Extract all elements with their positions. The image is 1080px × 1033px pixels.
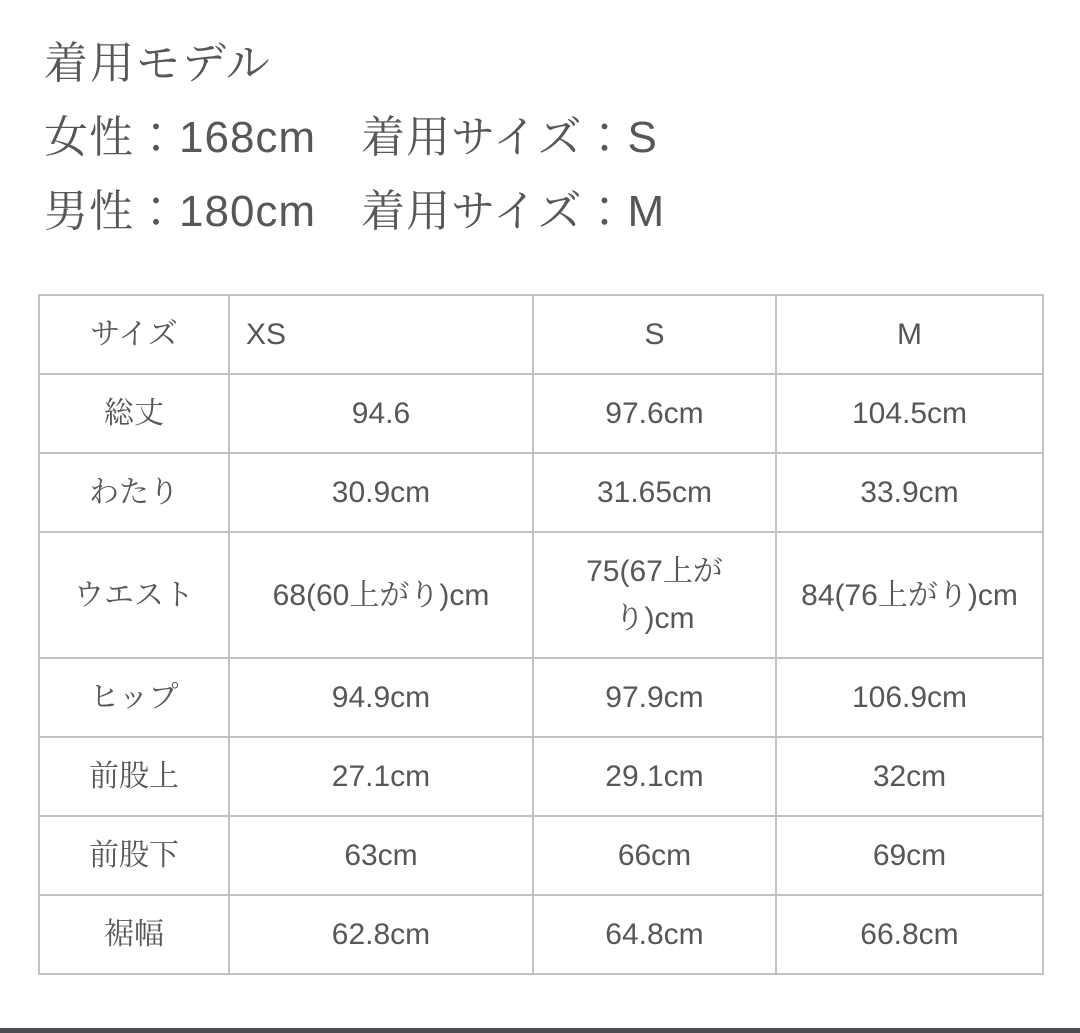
row-label-cell: ヒップ — [39, 658, 229, 737]
table-row — [39, 453, 1043, 532]
size-value-cell: 94.6 — [229, 374, 533, 453]
column-header-m: M — [776, 295, 1043, 374]
row-label-cell: 総丈 — [39, 374, 229, 453]
row-label-cell: 裾幅 — [39, 895, 229, 974]
table-row — [39, 658, 1043, 737]
size-value-cell: 27.1cm — [229, 737, 533, 816]
table-row — [39, 737, 1043, 816]
size-value-cell: 68(60上がり)cm — [229, 532, 533, 658]
model-info-male: 男性：180cm 着用サイズ：M — [44, 187, 666, 236]
size-chart-table — [38, 294, 1044, 975]
size-value-cell: 32cm — [776, 737, 1043, 816]
size-value-cell: 33.9cm — [776, 453, 1043, 532]
size-value-cell: 106.9cm — [776, 658, 1043, 737]
size-value-cell: 75(67上がり)cm — [533, 532, 776, 658]
model-info-section — [0, 0, 1080, 236]
table-row — [39, 895, 1043, 974]
size-value-cell: 31.65cm — [533, 453, 776, 532]
row-label-cell: ウエスト — [39, 532, 229, 658]
page-title: 着用モデル — [44, 39, 272, 88]
size-value-cell: 29.1cm — [533, 737, 776, 816]
column-header-xs: XS — [229, 295, 533, 374]
size-value-cell: 64.8cm — [533, 895, 776, 974]
size-value-cell: 66.8cm — [776, 895, 1043, 974]
row-label-cell: 前股上 — [39, 737, 229, 816]
size-value-cell: 62.8cm — [229, 895, 533, 974]
size-value-cell: 84(76上がり)cm — [776, 532, 1043, 658]
size-value-cell: 94.9cm — [229, 658, 533, 737]
column-header-s: S — [533, 295, 776, 374]
size-value-cell: 69cm — [776, 816, 1043, 895]
row-label-cell: 前股下 — [39, 816, 229, 895]
model-info-female: 女性：168cm 着用サイズ：S — [44, 113, 658, 162]
row-label-cell: わたり — [39, 453, 229, 532]
size-value-cell: 66cm — [533, 816, 776, 895]
bottom-edge-bar — [0, 1028, 1080, 1033]
table-row — [39, 532, 1043, 658]
table-row — [39, 374, 1043, 453]
size-value-cell: 97.9cm — [533, 658, 776, 737]
column-header-size: サイズ — [39, 295, 229, 374]
table-header-row — [39, 295, 1043, 374]
size-value-cell: 30.9cm — [229, 453, 533, 532]
size-value-cell: 104.5cm — [776, 374, 1043, 453]
size-value-cell: 63cm — [229, 816, 533, 895]
table-row — [39, 816, 1043, 895]
size-value-cell: 97.6cm — [533, 374, 776, 453]
